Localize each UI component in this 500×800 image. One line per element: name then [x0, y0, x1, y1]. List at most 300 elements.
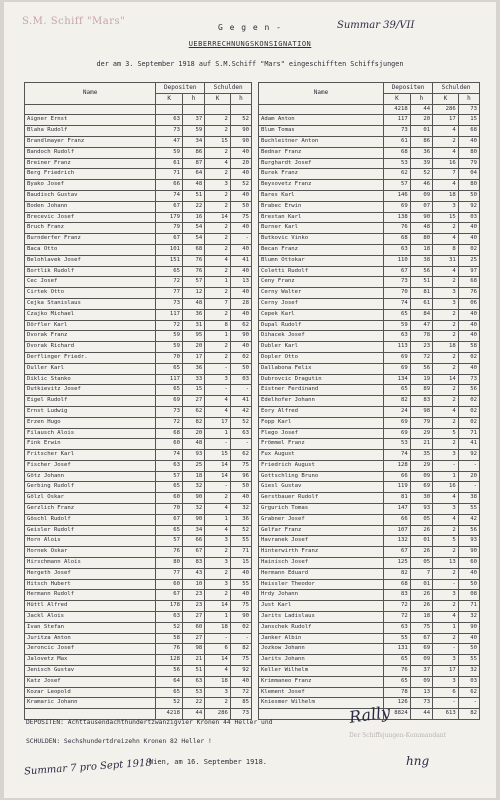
table-row [25, 136, 252, 147]
amount-cell: 68 [458, 277, 479, 288]
amount-cell: 92 [458, 450, 479, 461]
column-header-debts: Schulden [433, 83, 480, 94]
column-header-h: h [182, 93, 204, 104]
amount-cell: 90 [458, 622, 479, 633]
amount-cell: 82 [182, 417, 204, 428]
amount-cell: 68 [156, 428, 183, 439]
amount-cell: 117 [156, 374, 183, 385]
amount-cell: 40 [230, 288, 251, 299]
amount-cell: 03 [458, 212, 479, 223]
amount-cell: 3 [433, 504, 459, 515]
amount-cell: 3 [205, 536, 231, 547]
amount-cell: 76 [182, 255, 204, 266]
amount-cell: 146 [384, 190, 411, 201]
amount-cell: 55 [230, 536, 251, 547]
amount-cell: 117 [156, 309, 183, 320]
amount-cell: 2 [433, 363, 459, 374]
amount-cell: 02 [230, 622, 251, 633]
amount-cell: 52 [230, 525, 251, 536]
amount-cell: 73 [458, 374, 479, 385]
amount-cell: 7 [433, 169, 459, 180]
person-name: Keller Wilhelm [259, 666, 384, 677]
amount-cell: 2 [205, 309, 231, 320]
amount-cell: 74 [384, 298, 411, 309]
amount-cell: - [433, 579, 459, 590]
amount-cell: 46 [410, 180, 432, 191]
debts-total-text: SCHULDEN: Sechshundertdreizehn Kronen 82 Heller ! [26, 738, 212, 745]
table-row [259, 687, 480, 698]
table-row [259, 374, 480, 385]
total-cell: 44 [410, 709, 432, 720]
table-row [259, 201, 480, 212]
table-row [259, 342, 480, 353]
amount-cell: 26 [410, 525, 432, 536]
amount-cell: 4 [205, 666, 231, 677]
amount-cell: 113 [384, 342, 411, 353]
amount-cell: 4 [433, 612, 459, 623]
person-name: Fink Erwin [25, 439, 156, 450]
table-row [259, 601, 480, 612]
amount-cell: 32 [182, 504, 204, 515]
amount-cell: 53 [384, 439, 411, 450]
amount-cell: 4 [205, 255, 231, 266]
amount-cell: 107 [384, 525, 411, 536]
amount-cell: 63 [384, 244, 411, 255]
table-row [259, 460, 480, 471]
amount-cell: 30 [410, 493, 432, 504]
column-header-name: Name [259, 83, 384, 105]
amount-cell: 179 [156, 212, 183, 223]
amount-cell: 40 [458, 320, 479, 331]
table-row [25, 234, 252, 245]
table-row [259, 244, 480, 255]
amount-cell: 178 [156, 601, 183, 612]
amount-cell: 77 [156, 568, 183, 579]
amount-cell: 72 [410, 352, 432, 363]
person-name: Burner Karl [259, 223, 384, 234]
amount-cell: 26 [410, 601, 432, 612]
amount-cell: 76 [156, 644, 183, 655]
amount-cell: 3 [205, 558, 231, 569]
table-row [259, 590, 480, 601]
amount-cell: 65 [156, 385, 183, 396]
amount-cell: 72 [230, 687, 251, 698]
amount-cell: 56 [410, 363, 432, 374]
amount-cell: 29 [410, 460, 432, 471]
table-row [259, 212, 480, 223]
table-row [259, 255, 480, 266]
amount-cell: 07 [410, 201, 432, 212]
amount-cell: 7 [205, 298, 231, 309]
table-row [25, 126, 252, 137]
amount-cell: 3 [433, 450, 459, 461]
person-name: Beysovetz Franz [259, 180, 384, 191]
person-name: Ivan Stefan [25, 622, 156, 633]
document-heading: der am 3. September 1918 auf S.M.Schiff "Mars" eingeschifften Schiffsjungen [96, 60, 404, 68]
table-row [259, 363, 480, 374]
amount-cell: 5 [433, 536, 459, 547]
amount-cell: - [230, 439, 251, 450]
table-row [259, 558, 480, 569]
amount-cell: 131 [384, 644, 411, 655]
person-name: Brandlmayer Franz [25, 136, 156, 147]
amount-cell: 86 [182, 147, 204, 158]
table-row [259, 622, 480, 633]
column-header-deposits: Depositen [156, 83, 205, 94]
person-name: Hergeth Josef [25, 568, 156, 579]
amount-cell: 57 [182, 277, 204, 288]
amount-cell: 17 [182, 352, 204, 363]
total-cell: 613 [433, 709, 459, 720]
signature-mark: hng [406, 754, 430, 768]
amount-cell: 75 [230, 460, 251, 471]
amount-cell: 27 [182, 612, 204, 623]
amount-cell: 15 [205, 136, 231, 147]
person-name: Göschl Rudolf [25, 514, 156, 525]
table-row [25, 471, 252, 482]
amount-cell: 73 [156, 298, 183, 309]
amount-cell: 98 [182, 644, 204, 655]
amount-cell: 63 [156, 612, 183, 623]
amount-cell: 2 [205, 568, 231, 579]
amount-cell: 47 [410, 320, 432, 331]
amount-cell: 125 [384, 558, 411, 569]
person-name: Cerny Josef [259, 298, 384, 309]
amount-cell: 43 [182, 568, 204, 579]
amount-cell: 18 [410, 612, 432, 623]
person-name: Eigel Rudolf [25, 396, 156, 407]
person-name: Flego Josef [259, 428, 384, 439]
person-name: Klement Josef [259, 687, 384, 698]
amount-cell: 92 [458, 201, 479, 212]
person-name: Dopler Otto [259, 352, 384, 363]
person-name: Fischer Josef [25, 460, 156, 471]
amount-cell: 2 [433, 352, 459, 363]
person-name: Dvorak Richard [25, 342, 156, 353]
amount-cell: 62 [230, 320, 251, 331]
person-name: Frömmel Franz [259, 439, 384, 450]
table-row [259, 158, 480, 169]
amount-cell: 38 [410, 255, 432, 266]
document-title: G e g e n - [218, 23, 282, 32]
amount-cell: 2 [433, 633, 459, 644]
person-name: Ernst Ludwig [25, 406, 156, 417]
person-name: Edelhofer Johann [259, 396, 384, 407]
amount-cell: 2 [433, 568, 459, 579]
amount-cell: 38 [458, 493, 479, 504]
table-row [259, 579, 480, 590]
amount-cell: 74 [156, 450, 183, 461]
person-name: Cirtek Otto [25, 288, 156, 299]
amount-cell: 101 [156, 244, 183, 255]
column-header-deposits: Depositen [384, 83, 433, 94]
total-cell: 44 [182, 709, 204, 720]
table-row [259, 504, 480, 515]
amount-cell: 36 [182, 363, 204, 374]
amount-cell: 65 [384, 385, 411, 396]
amount-cell: 12 [182, 288, 204, 299]
amount-cell: 63 [230, 428, 251, 439]
person-name: Jarits Johann [259, 655, 384, 666]
amount-cell: 48 [182, 180, 204, 191]
amount-cell: 40 [458, 234, 479, 245]
person-name: Gelfar Franz [259, 525, 384, 536]
amount-cell: 93 [410, 504, 432, 515]
amount-cell: 20 [410, 115, 432, 126]
amount-cell: 01 [410, 536, 432, 547]
column-header-k: K [156, 93, 183, 104]
amount-cell: 69 [384, 201, 411, 212]
amount-cell: 4 [205, 158, 231, 169]
amount-cell: 60 [156, 493, 183, 504]
total-cell: 82 [458, 709, 479, 720]
amount-cell: 52 [410, 169, 432, 180]
amount-cell: 25 [458, 255, 479, 266]
amount-cell: 71 [458, 428, 479, 439]
amount-cell: 72 [156, 277, 183, 288]
amount-cell: 2 [205, 244, 231, 255]
amount-cell: 16 [182, 212, 204, 223]
table-row [25, 298, 252, 309]
person-name: Gerzlich Franz [25, 504, 156, 515]
total-label-cell [25, 709, 156, 720]
amount-cell: 86 [410, 136, 432, 147]
amount-cell: 132 [384, 536, 411, 547]
person-name: Gölzl Oskar [25, 493, 156, 504]
table-row [25, 612, 252, 623]
table-row [259, 126, 480, 137]
amount-cell: 119 [384, 482, 411, 493]
amount-cell: 59 [384, 320, 411, 331]
handwritten-reference: Summar 39/VII [337, 20, 415, 31]
amount-cell: 79 [410, 417, 432, 428]
amount-cell: 02 [230, 352, 251, 363]
amount-cell: 2 [433, 525, 459, 536]
amount-cell: 50 [458, 190, 479, 201]
amount-cell: 03 [230, 374, 251, 385]
table-row [25, 514, 252, 525]
amount-cell: 65 [156, 363, 183, 374]
amount-cell: 75 [410, 622, 432, 633]
person-name: Krimmaneo Franz [259, 676, 384, 687]
person-name: Dubrovcic Dragutin [259, 374, 384, 385]
amount-cell: 65 [384, 655, 411, 666]
amount-cell: - [433, 460, 459, 471]
amount-cell: 59 [156, 342, 183, 353]
person-name: Filausch Alois [25, 428, 156, 439]
amount-cell: 2 [433, 309, 459, 320]
amount-cell: 16 [433, 158, 459, 169]
amount-cell: 68 [458, 126, 479, 137]
amount-cell: 53 [384, 158, 411, 169]
carry-forward-row [259, 104, 480, 115]
amount-cell: 74 [156, 190, 183, 201]
column-header-k: K [205, 93, 231, 104]
amount-cell: 2 [433, 136, 459, 147]
amount-cell: 31 [433, 255, 459, 266]
person-name: Derflinger Friedr. [25, 352, 156, 363]
person-name: Butkovic Vinko [259, 234, 384, 245]
carry-deposit-h: 44 [410, 104, 432, 115]
amount-cell: 76 [182, 266, 204, 277]
table-row [25, 676, 252, 687]
table-row [25, 406, 252, 417]
amount-cell: 20 [458, 471, 479, 482]
table-row [25, 331, 252, 342]
person-name: Czajko Michael [25, 309, 156, 320]
table-row [25, 147, 252, 158]
amount-cell: - [433, 698, 459, 709]
amount-cell: 40 [458, 331, 479, 342]
person-name: Gerbing Rudolf [25, 482, 156, 493]
carry-deposit-k: 4218 [384, 104, 411, 115]
person-name: Baudisch Gustav [25, 190, 156, 201]
person-name: Burnderfer Franz [25, 234, 156, 245]
amount-cell: 151 [156, 255, 183, 266]
person-name: Dallabona Felix [259, 363, 384, 374]
amount-cell: 90 [182, 493, 204, 504]
amount-cell: 63 [156, 460, 183, 471]
amount-cell: 35 [410, 450, 432, 461]
column-header-h: h [458, 93, 479, 104]
table-row [25, 687, 252, 698]
amount-cell: 85 [230, 698, 251, 709]
amount-cell: 02 [458, 417, 479, 428]
person-name: Jackl Alois [25, 612, 156, 623]
amount-cell: 14 [205, 655, 231, 666]
amount-cell: 95 [182, 331, 204, 342]
person-name: Jarits Ladislaus [259, 612, 384, 623]
table-row [259, 406, 480, 417]
amount-cell: 2 [433, 320, 459, 331]
amount-cell: 40 [230, 169, 251, 180]
amount-cell: 3 [205, 180, 231, 191]
person-name: Breiner Franz [25, 158, 156, 169]
amount-cell: 82 [384, 568, 411, 579]
amount-cell: 2 [433, 417, 459, 428]
table-row [259, 547, 480, 558]
amount-cell: 138 [384, 212, 411, 223]
amount-cell: 32 [230, 504, 251, 515]
amount-cell: 23 [410, 342, 432, 353]
table-row [259, 612, 480, 623]
amount-cell: 1 [205, 612, 231, 623]
table-row [259, 482, 480, 493]
amount-cell: 78 [410, 331, 432, 342]
amount-cell: 18 [410, 244, 432, 255]
amount-cell: 72 [156, 320, 183, 331]
amount-cell: 40 [230, 223, 251, 234]
person-name: Fux August [259, 450, 384, 461]
amount-cell: 65 [156, 266, 183, 277]
amount-cell: 63 [384, 331, 411, 342]
amount-cell: 15 [230, 558, 251, 569]
person-name: Bruch Franz [25, 223, 156, 234]
date-line: Wien, am 16. September 1918. [149, 758, 268, 766]
amount-cell: 1 [433, 622, 459, 633]
amount-cell: 14 [205, 601, 231, 612]
person-name: Heissler Theodor [259, 579, 384, 590]
amount-cell: 01 [410, 579, 432, 590]
amount-cell: 90 [230, 331, 251, 342]
amount-cell: 2 [205, 115, 231, 126]
amount-cell: 17 [433, 666, 459, 677]
person-name: Hirschmann Alois [25, 558, 156, 569]
handwritten-note: Summar 7 pro Sept 1918 [23, 757, 153, 778]
amount-cell: 24 [384, 406, 411, 417]
amount-cell: 56 [156, 666, 183, 677]
amount-cell: 57 [384, 180, 411, 191]
person-name: Jozkow Johann [259, 644, 384, 655]
table-row [259, 147, 480, 158]
amount-cell: 31 [182, 320, 204, 331]
amount-cell: 75 [230, 601, 251, 612]
amount-cell: 126 [384, 698, 411, 709]
table-row [25, 558, 252, 569]
amount-cell: 36 [410, 147, 432, 158]
amount-cell: 62 [384, 169, 411, 180]
amount-cell: 54 [182, 234, 204, 245]
table-row [25, 190, 252, 201]
column-header-h: h [410, 93, 432, 104]
table-row [25, 655, 252, 666]
amount-cell: 8 [433, 244, 459, 255]
amount-cell: 87 [182, 158, 204, 169]
amount-cell: 1 [205, 277, 231, 288]
amount-cell: 90 [230, 612, 251, 623]
amount-cell: 47 [156, 136, 183, 147]
amount-cell: 4 [433, 147, 459, 158]
amount-cell: 71 [458, 601, 479, 612]
amount-cell: 05 [410, 514, 432, 525]
table-row [25, 180, 252, 191]
amount-cell: 93 [458, 536, 479, 547]
amount-cell: 68 [384, 234, 411, 245]
person-name: Eory Alfred [259, 406, 384, 417]
person-name: Hainisch Josef [259, 558, 384, 569]
table-row [25, 223, 252, 234]
table-row [259, 180, 480, 191]
table-row [259, 450, 480, 461]
signature: Rally [347, 702, 392, 727]
amount-cell: 78 [384, 687, 411, 698]
amount-cell: 70 [384, 288, 411, 299]
amount-cell: 56 [458, 385, 479, 396]
person-name: Baca Otto [25, 244, 156, 255]
table-row [25, 601, 252, 612]
amount-cell: 18 [205, 622, 231, 633]
amount-cell: 59 [156, 331, 183, 342]
column-header-name: Name [25, 83, 156, 105]
person-name: Kramaric Johann [25, 698, 156, 709]
amount-cell: 63 [384, 622, 411, 633]
column-header-k: K [384, 93, 411, 104]
amount-cell: 2 [433, 547, 459, 558]
amount-cell: 52 [230, 115, 251, 126]
person-name: Cec Josef [25, 277, 156, 288]
table-row [25, 363, 252, 374]
person-name: Gottschling Bruno [259, 471, 384, 482]
table-row [25, 644, 252, 655]
person-name: Blum Tomas [259, 126, 384, 137]
amount-cell: 62 [458, 687, 479, 698]
amount-cell: 73 [384, 277, 411, 288]
amount-cell: 50 [230, 482, 251, 493]
amount-cell: 2 [205, 698, 231, 709]
amount-cell: 09 [410, 655, 432, 666]
amount-cell: 8 [205, 320, 231, 331]
amount-cell: 53 [182, 687, 204, 698]
